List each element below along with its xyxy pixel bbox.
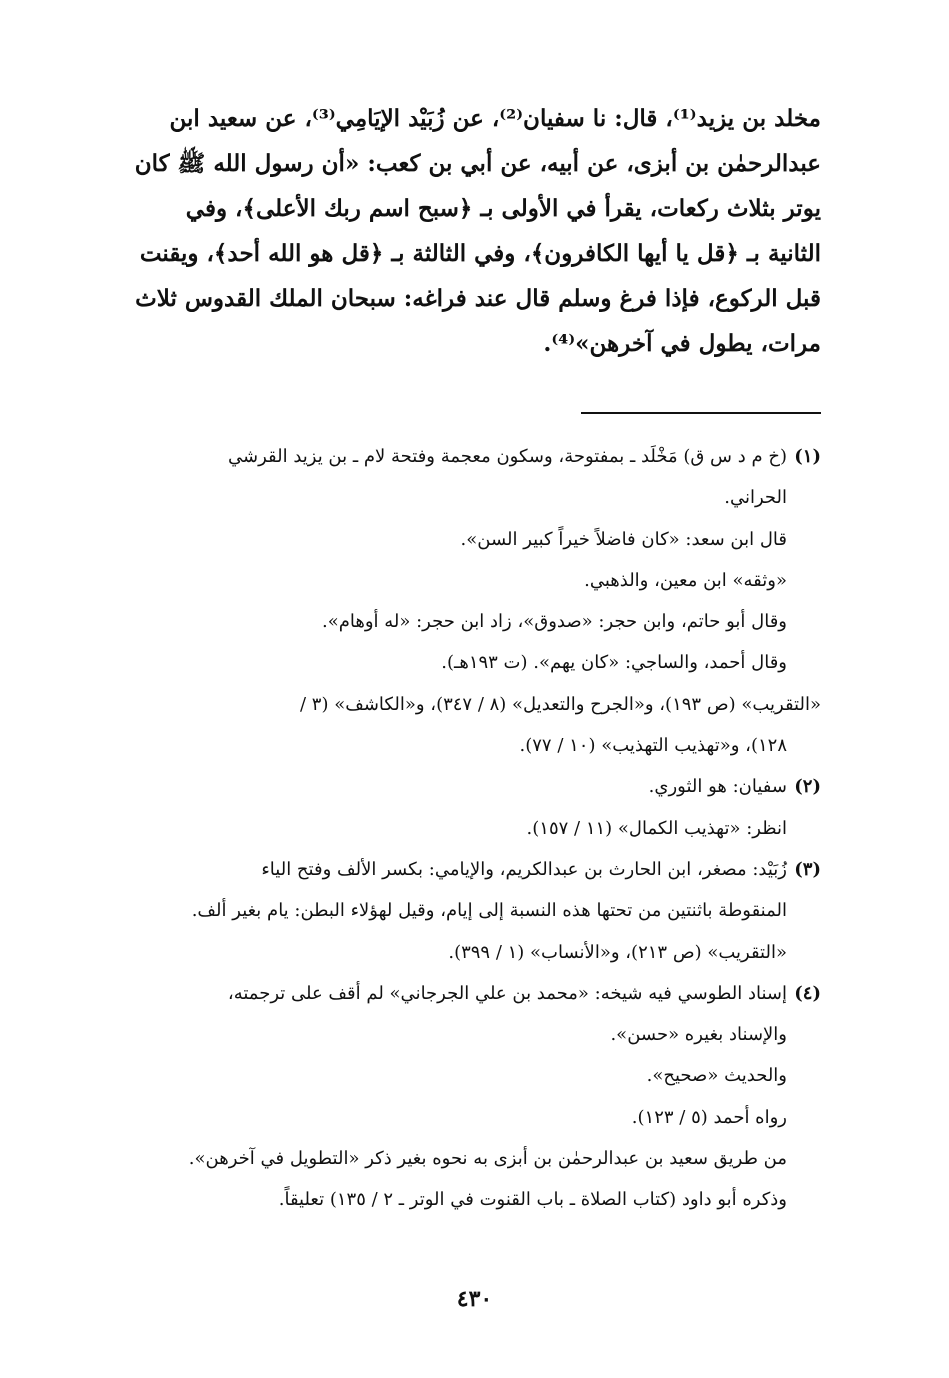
main-text [105,96,821,366]
footnote-line: الحراني. [724,487,787,509]
footnote-line: قال ابن سعد: «كان فاضلاً خيراً كبير السن». [460,528,787,550]
main-line: الثانية بـ ﴿قل يا أيها الكافرون﴾، وفي الثالثة بـ ﴿قل هو الله أحد﴾، ويقنت [139,240,821,267]
footnote-line: «التقريب» (ص ٢١٣)، و«الأنساب» (١ / ٣٩٩). [448,941,787,963]
footnote-line: انظر: «تهذيب الكمال» (١١ / ١٥٧). [526,817,787,839]
footnote-line: «وثقه» ابن معين، والذهبي. [584,569,787,591]
footnote-number: (٢) [794,776,821,798]
footnote-line: وذكره أبو داود (كتاب الصلاة ـ باب القنوت في الوتر ـ ٢ / ١٣٥) تعليقاً. [278,1189,787,1211]
main-line: مخلد بن يزيد⁽¹⁾، قال: نا سفيان⁽²⁾، عن زُبَيْد الإيَامِي⁽³⁾، عن سعيد ابن [169,105,821,132]
footnote-line: المنقوطة باثنتين من تحتها هذه النسبة إلى إيام، وقيل لهؤلاء البطن: يام بغير ألف. [191,900,787,922]
main-line: مرات، يطول في آخرهن»⁽⁴⁾. [543,330,821,357]
footnote-line: والإسناد بغيره «حسن». [610,1024,787,1046]
footnote-line: من طريق سعيد بن عبدالرحمٰن بن أبزى به نحوه بغير ذكر «التطويل في آخرهن». [188,1148,787,1170]
footnotes [105,436,821,1221]
footnote-line: وقال أحمد، والساجي: «كان يهم». (ت ١٩٣هـ). [441,652,787,674]
footnote-line: ١٢٨)، و«تهذيب التهذيب» (١٠ / ٧٧). [519,735,787,757]
footnote-line: زُبَيْد: مصغر، ابن الحارث بن عبدالكريم، والإيامي: بكسر الألف وفتح الياء [261,858,787,880]
page-number: ٤٣٠ [456,1286,493,1312]
footnote-line: إسناد الطوسي فيه شيخه: «محمد بن علي الجرجاني» لم أقف على ترجمته، [227,982,787,1004]
footnote-4 [105,973,821,1221]
footnote-line: وقال أبو حاتم، وابن حجر: «صدوق»، زاد ابن حجر: «له أوهام». [321,611,787,633]
footnote-line: «التقريب» (ص ١٩٣)، و«الجرح والتعديل» (٨ / ٣٤٧)، و«الكاشف» (٣ / [299,693,821,715]
main-line: يوتر بثلاث ركعات، يقرأ في الأولى بـ ﴿سبح اسم ربك الأعلى﴾، وفي [185,195,821,222]
footnote-3 [105,849,821,973]
footnote-number: (٤) [794,982,821,1004]
footnote-number: (١) [794,446,821,467]
footnote-line: رواه أحمد (٥ / ١٢٣). [631,1106,787,1128]
main-line: قبل الركوع، فإذا فرغ وسلم قال عند فراغه: سبحان الملك القدوس ثلاث [135,285,821,312]
footnote-line: (خ م د س ق) مَخْلَد ـ بمفتوحة، وسكون معجمة وفتحة لام ـ بن يزيد القرشي [227,446,787,467]
footnote-line: سفيان: هو الثوري. [648,776,787,798]
footnote-1 [105,436,821,766]
footnote-separator [581,412,821,414]
footnote-number: (٣) [794,858,821,880]
main-line: عبدالرحمٰن بن أبزى، عن أبيه، عن أبي بن كعب: «أن رسول الله ﷺ كان [134,150,821,177]
footnote-2 [105,766,821,849]
footnote-line: والحديث «صحيح». [646,1065,787,1087]
